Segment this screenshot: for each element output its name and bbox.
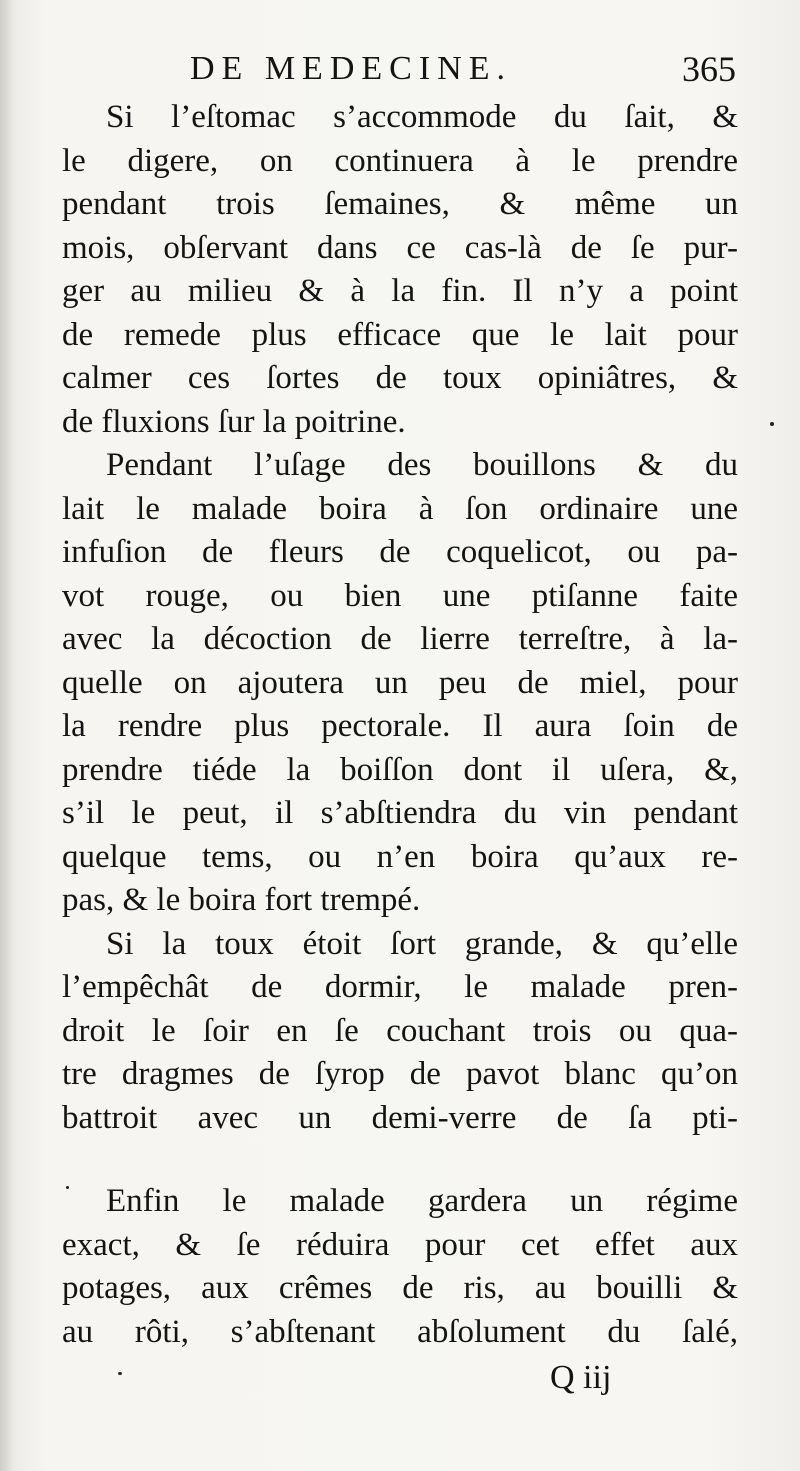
text-line: la rendre plus pectorale. Il aura ſoin de: [62, 708, 738, 744]
text-line: Si l’eſtomac s’accommode du ſait, &: [106, 99, 738, 135]
text-line: Si la toux étoit ſort grande, & qu’elle: [106, 925, 738, 962]
page-header: [190, 48, 736, 90]
ink-speck: [118, 1372, 122, 1375]
text-line: avec la décoction de lierre terreſtre, à la-: [62, 621, 738, 657]
text-line: exact, & ſe réduira pour cet effet aux: [62, 1226, 738, 1263]
text-line: de remede plus efficace que le lait pour: [62, 316, 738, 353]
text-line: l’empêchât de dormir, le malade pren-: [62, 969, 738, 1005]
text-line: ger au milieu & à la fin. Il n’y a point: [62, 273, 738, 309]
ink-speck: [66, 1186, 69, 1189]
text-line: vot rouge, ou bien une ptiſanne faite: [62, 577, 738, 614]
text-line: pendant trois ſemaines, & même un: [62, 186, 738, 222]
text-line: prendre tiéde la boiſſon dont il uſera, &,: [62, 751, 738, 788]
text-line: infuſion de fleurs de coquelicot, ou pa-: [62, 534, 738, 570]
text-line: de fluxions ſur la poitrine.: [62, 403, 406, 440]
page-gutter-shadow: [0, 0, 14, 1471]
signature-mark: Q iij: [550, 1359, 612, 1396]
page-number: 365: [682, 49, 736, 89]
text-line: le digere, on continuera à le prendre: [62, 142, 738, 179]
text-line: calmer ces ſortes de toux opiniâtres, &: [62, 360, 738, 396]
text-line: pas, & le boira fort trempé.: [62, 882, 421, 918]
text-line: Enfin le malade gardera un régime: [106, 1183, 738, 1219]
text-line: tre dragmes de ſyrop de pavot blanc qu’on: [62, 1056, 738, 1092]
ink-speck: [770, 422, 774, 426]
text-line: battroit avec un demi-verre de ſa pti-: [62, 1099, 738, 1136]
text-line: s’il le peut, il s’abſtiendra du vin pendant: [62, 795, 738, 831]
text-line: lait le malade boira à ſon ordinaire une: [62, 490, 738, 527]
text-line: mois, obſervant dans ce cas-là de ſe pur-: [62, 229, 738, 266]
text-line: au rôti, s’abſtenant abſolument du ſalé,: [62, 1313, 738, 1350]
text-line: potages, aux crêmes de ris, au bouilli &: [62, 1270, 738, 1306]
text-block-bottom: [62, 1180, 738, 1354]
running-title: DE MEDECINE.: [190, 50, 512, 87]
text-block-top: [62, 96, 738, 1140]
text-line: droit le ſoir en ſe couchant trois ou qua-: [62, 1012, 738, 1049]
text-line: Pendant l’uſage des bouillons & du: [106, 447, 738, 483]
text-line: quelque tems, ou n’en boira qu’aux re-: [62, 838, 738, 875]
text-line: quelle on ajoutera un peu de miel, pour: [62, 664, 738, 701]
